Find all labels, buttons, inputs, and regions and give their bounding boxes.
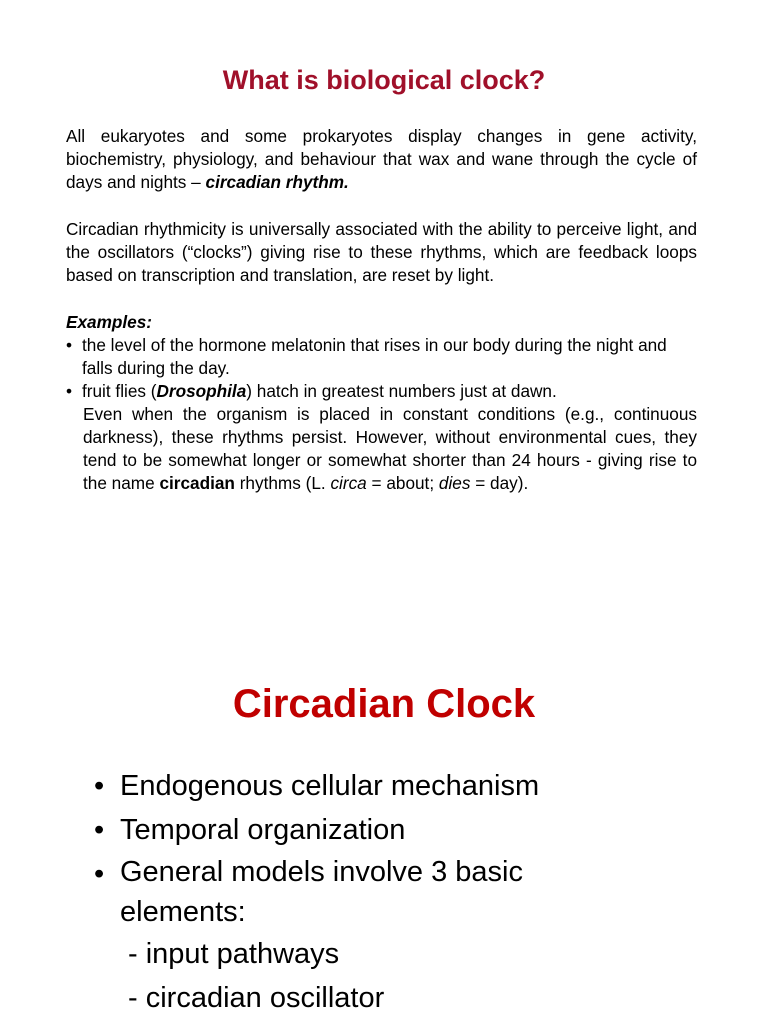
circadian-clock-list [94,764,694,1020]
section-title-circadian-clock: Circadian Clock [232,682,536,726]
constant-conditions-paragraph [83,403,697,495]
example-item-text: the level of the hormone melatonin that rises in our body during the night and falls during the day. [82,335,667,378]
circa-term: circa [330,473,367,493]
example-item-text [82,380,697,403]
sub-list-item-input-pathways: - input pathways [128,938,340,970]
list-item-text: General models involve 3 basic [120,856,523,888]
bullet-icon: • [94,770,105,802]
rhythmicity-paragraph: Circadian rhythmicity is universally associated with the ability to perceive light, and the oscillators (“clocks”) giving rise to these rhythms, which are feedback loops based on transcription and translation, are reset by light. [66,219,697,285]
examples-heading: Examples: [66,312,152,332]
paragraph-text-part: = about; [366,473,439,493]
dies-term: dies [438,473,471,493]
example-item-fruit-flies [66,380,697,403]
paragraph-text-part: Even when the organism is placed in constant conditions (e.g., continuous darkness), these rhythms persist. However, without environmental cues, they tend to be somewhat longer or somewhat shorter than 24 hours - giving rise to the name [83,404,697,493]
example-item-melatonin [66,334,697,380]
bullet-icon: • [66,335,73,355]
section-title-biological-clock: What is biological clock? [222,65,546,95]
circadian-term: circadian [159,473,235,493]
intro-paragraph [66,125,697,194]
list-item [94,764,694,808]
drosophila-term: Drosophila [156,381,247,401]
list-item-text-continued: elements: [120,896,246,928]
list-item-text: Temporal organization [120,814,406,846]
circadian-rhythm-term: circadian rhythm. [205,172,349,192]
intro-paragraph-text: All eukaryotes and some prokaryotes display changes in gene activity, biochemistry, physiology, and behaviour that wax and wane through the cycle of days and nights – [66,126,697,192]
paragraph-text-part: = day). [470,473,529,493]
example-text-part: ) hatch in greatest numbers just at dawn. [246,381,557,401]
example-text-part: fruit flies ( [82,381,157,401]
bullet-icon: • [66,381,73,401]
paragraph-text-part: rhythms (L. [234,473,331,493]
bullet-icon: • [94,858,105,890]
list-item [94,808,694,852]
bullet-icon: • [94,814,105,846]
list-item [94,852,694,932]
list-item-text: Endogenous cellular mechanism [120,770,540,802]
sub-list-item-circadian-oscillator: - circadian oscillator [128,982,385,1014]
